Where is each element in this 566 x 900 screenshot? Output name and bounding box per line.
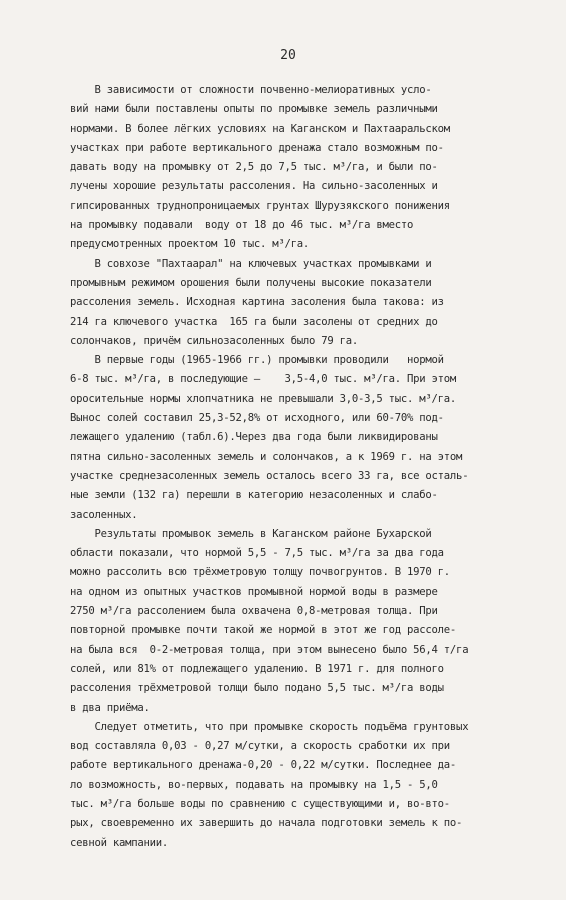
text-line: на одном из опытных участков промывной нормой воды в размере	[70, 585, 438, 598]
paragraph	[70, 81, 506, 255]
paragraph	[70, 718, 506, 853]
text-line: Вынос солей составил 25,3-52,8% от исходного, или 60-70% под-	[70, 412, 444, 425]
text-line: 214 га ключевого участка 165 га были засолены от средних до	[70, 315, 438, 328]
text-line: В первые годы (1965-1966 гг.) промывки проводили нормой	[70, 354, 444, 367]
text-line: работе вертикального дренажа-0,20 - 0,22 м/сутки. Последнее да-	[70, 759, 457, 772]
text-line: В зависимости от сложности почвенно-мелиоративных усло-	[70, 84, 432, 96]
text-line: на промывку подавали воду от 18 до 46 тыс. м³/га вместо	[70, 219, 414, 232]
text-line: Результаты промывок земель в Каганском районе Бухарской	[70, 527, 432, 540]
text-line: предусмотренных проектом 10 тыс. м³/га.	[70, 238, 309, 251]
body-text	[70, 81, 506, 853]
text-line: области показали, что нормой 5,5 - 7,5 тыс. м³/га за два года	[70, 547, 444, 560]
paragraph	[70, 525, 506, 718]
text-line: рых, своевременно их завершить до начала подготовки земель к по-	[70, 817, 463, 830]
text-line: оросительные нормы хлопчатника не превышали 3,0-3,5 тыс. м³/га.	[70, 392, 457, 405]
text-line: на была вся 0-2-метровая толща, при этом вынесено было 56,4 т/га	[70, 643, 469, 656]
text-line: можно рассолить всю трёхметровую толщу почвогрунтов. В 1970 г.	[70, 566, 450, 579]
text-line: пятна сильно-засоленных земель и солончаков, а к 1969 г. на этом	[70, 450, 463, 463]
text-line: промывным режимом орошения были получены высокие показатели	[70, 276, 432, 289]
text-line: нормами. В более лёгких условиях на Каганском и Пахтааральском	[70, 122, 450, 135]
text-line: вий нами были поставлены опыты по промывке земель различными	[70, 103, 438, 116]
text-line: вод составляла 0,03 - 0,27 м/сутки, а скорость сработки их при	[70, 740, 450, 753]
text-line: повторной промывке почти такой же нормой в этот же год рассоле-	[70, 624, 457, 637]
text-line: рассоления земель. Исходная картина засоления была такова: из	[70, 296, 444, 309]
text-line: лежащего удалению (табл.6).Через два года были ликвидированы	[70, 431, 438, 444]
text-line: 2750 м³/га рассолением была охвачена 0,8-метровая толща. При	[70, 605, 438, 618]
text-line: солей, или 81% от подлежащего удалению. В 1971 г. для полного	[70, 662, 444, 675]
text-line: участке среднезасоленных земель осталось всего 33 га, все осталь-	[70, 469, 469, 482]
text-line: 6-8 тыс. м³/га, в последующие — 3,5-4,0 тыс. м³/га. При этом	[70, 373, 457, 386]
text-line: тыс. м³/га больше воды по сравнению с существующими и, во-вто-	[70, 797, 450, 810]
text-line: солончаков, причём сильнозасоленных было 79 га.	[70, 334, 359, 347]
text-line: участках при работе вертикального дренажа стало возможным по-	[70, 141, 444, 154]
text-line: гипсированных труднопроницаемых грунтах Шурузякского понижения	[70, 199, 450, 212]
page-number: 20	[280, 48, 296, 63]
text-line: засоленных.	[70, 508, 138, 521]
paragraph	[70, 351, 506, 525]
text-line: ло возможность, во-первых, подавать на промывку на 1,5 - 5,0	[70, 778, 438, 791]
text-line: севной кампании.	[70, 836, 169, 849]
text-line: Следует отметить, что при промывке скорость подъёма грунтовых	[70, 720, 469, 733]
paragraph	[70, 255, 506, 351]
text-line: давать воду на промывку от 2,5 до 7,5 тыс. м³/га, и были по-	[70, 161, 438, 174]
text-line: ные земли (132 га) перешли в категорию незасоленных и слабо-	[70, 489, 438, 502]
text-line: в два приёма.	[70, 701, 150, 714]
text-line: В совхозе "Пахтаарал" на ключевых участках промывками и	[70, 257, 432, 270]
text-line: рассоления трёхметровой толщи было подано 5,5 тыс. м³/га воды	[70, 682, 444, 695]
text-line: лучены хорошие результаты рассоления. На сильно-засоленных и	[70, 180, 438, 193]
